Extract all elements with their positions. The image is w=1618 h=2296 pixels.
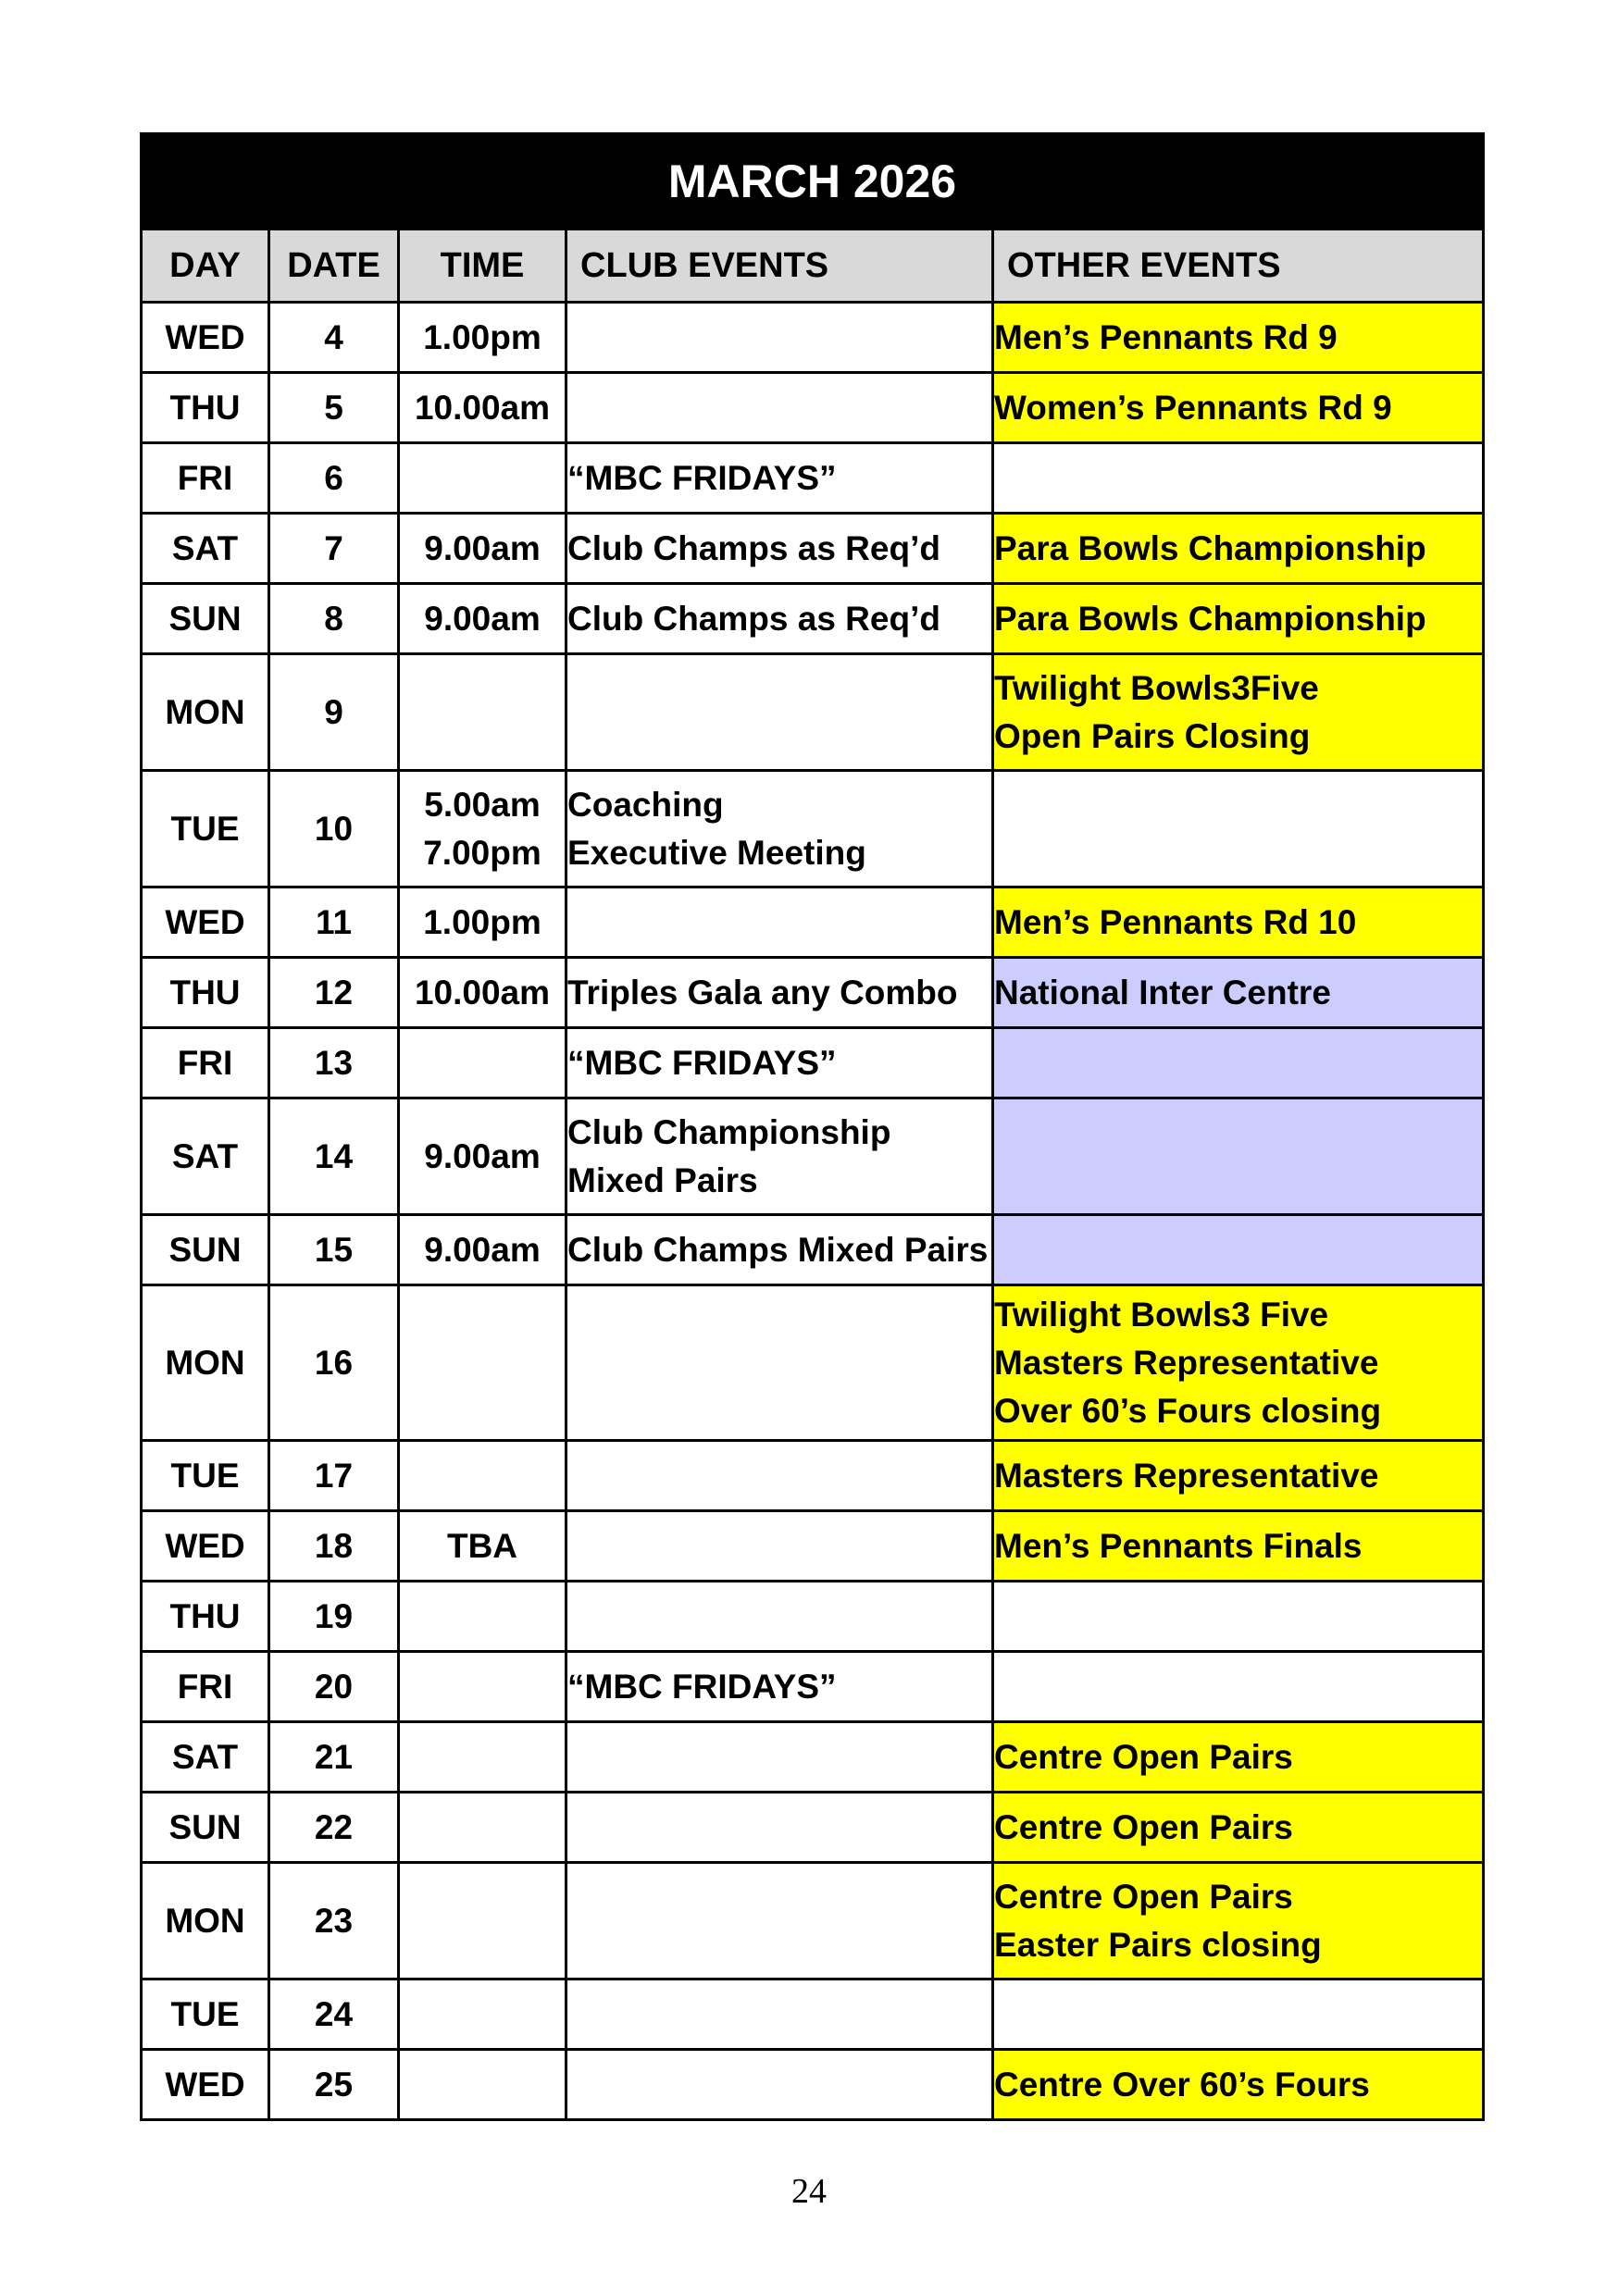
- club-events-cell-line: Club Champs as Req’d: [567, 528, 940, 567]
- time-cell: [399, 887, 566, 958]
- club-events-cell: [566, 373, 993, 443]
- table-row: [142, 514, 1484, 584]
- club-events-cell: [566, 1285, 993, 1441]
- day-cell: THU: [142, 373, 269, 443]
- table-row: [142, 654, 1484, 771]
- date-cell: 22: [269, 1793, 399, 1863]
- time-cell: [399, 1863, 566, 1980]
- table-row: [142, 1215, 1484, 1285]
- club-events-cell: [566, 654, 993, 771]
- club-events-cell: [566, 303, 993, 373]
- club-events-cell: [566, 1793, 993, 1863]
- date-cell: 24: [269, 1980, 399, 2050]
- club-events-cell: [566, 1511, 993, 1582]
- club-events-cell: [566, 1028, 993, 1098]
- time-cell-line: 9.00am: [424, 599, 541, 638]
- club-events-cell-line: “MBC FRIDAYS”: [567, 458, 837, 497]
- time-cell: [399, 1980, 566, 2050]
- day-cell: THU: [142, 958, 269, 1028]
- time-cell-line: 9.00am: [424, 1136, 541, 1175]
- date-cell: 8: [269, 584, 399, 654]
- other-events-cell-line: Twilight Bowls3 Five: [994, 1295, 1329, 1334]
- other-events-cell: [993, 1722, 1484, 1793]
- club-events-cell: [566, 443, 993, 514]
- other-events-cell-line: National Inter Centre: [994, 973, 1331, 1011]
- day-cell: TUE: [142, 771, 269, 887]
- time-cell-line: 1.00pm: [423, 902, 541, 941]
- time-cell: [399, 1652, 566, 1722]
- club-events-cell: [566, 887, 993, 958]
- other-events-cell: [993, 1793, 1484, 1863]
- club-events-cell-line: Triples Gala any Combo: [567, 973, 958, 1011]
- day-cell: FRI: [142, 1652, 269, 1722]
- table-row: [142, 1028, 1484, 1098]
- table-row: [142, 1863, 1484, 1980]
- other-events-cell-line: Open Pairs Closing: [994, 716, 1311, 755]
- page-number: 24: [791, 2172, 827, 2211]
- club-events-cell: [566, 584, 993, 654]
- day-cell: MON: [142, 1285, 269, 1441]
- club-events-cell-line: “MBC FRIDAYS”: [567, 1043, 837, 1082]
- day-cell: TUE: [142, 1980, 269, 2050]
- time-cell: [399, 958, 566, 1028]
- time-cell: [399, 1441, 566, 1511]
- table-row: [142, 443, 1484, 514]
- club-events-cell-line: Mixed Pairs: [567, 1160, 758, 1199]
- date-cell: 18: [269, 1511, 399, 1582]
- time-cell: [399, 584, 566, 654]
- table-row: [142, 1793, 1484, 1863]
- club-events-cell: [566, 1215, 993, 1285]
- other-events-cell: [993, 1863, 1484, 1980]
- table-row: [142, 1722, 1484, 1793]
- time-cell-line: 9.00am: [424, 1230, 541, 1269]
- march-calendar-table: [140, 132, 1485, 2121]
- club-events-cell-line: Club Champs Mixed Pairs: [567, 1230, 989, 1269]
- date-cell: 16: [269, 1285, 399, 1441]
- time-cell-line: 9.00am: [424, 528, 541, 567]
- other-events-cell-line: Easter Pairs closing: [994, 1925, 1322, 1964]
- time-cell: [399, 373, 566, 443]
- time-cell: [399, 1098, 566, 1215]
- other-events-cell-line: Men’s Pennants Finals: [994, 1526, 1363, 1565]
- table-row: [142, 1098, 1484, 1215]
- date-cell: 23: [269, 1863, 399, 1980]
- table-row: [142, 771, 1484, 887]
- day-cell: SAT: [142, 1098, 269, 1215]
- other-events-cell-line: Centre Open Pairs: [994, 1877, 1293, 1916]
- day-cell: MON: [142, 1863, 269, 1980]
- header-time: TIME: [399, 230, 566, 303]
- date-cell: 13: [269, 1028, 399, 1098]
- club-events-cell: [566, 1863, 993, 1980]
- club-events-cell: [566, 1722, 993, 1793]
- other-events-cell: [993, 1652, 1484, 1722]
- club-events-cell-line: Club Champs as Req’d: [567, 599, 940, 638]
- club-events-cell: [566, 958, 993, 1028]
- day-cell: THU: [142, 1582, 269, 1652]
- day-cell: SUN: [142, 1793, 269, 1863]
- header-club-events: CLUB EVENTS: [566, 230, 993, 303]
- other-events-cell-line: Women’s Pennants Rd 9: [994, 388, 1392, 427]
- other-events-cell-line: Men’s Pennants Rd 10: [994, 902, 1357, 941]
- table-row: [142, 373, 1484, 443]
- table-row: [142, 303, 1484, 373]
- time-cell: [399, 771, 566, 887]
- table-row: [142, 1582, 1484, 1652]
- date-cell: 4: [269, 303, 399, 373]
- time-cell-line: 1.00pm: [423, 317, 541, 356]
- time-cell: [399, 1722, 566, 1793]
- day-cell: WED: [142, 2050, 269, 2120]
- other-events-cell: [993, 373, 1484, 443]
- table-row: [142, 1441, 1484, 1511]
- time-cell: [399, 443, 566, 514]
- time-cell-line: 10.00am: [414, 973, 551, 1011]
- time-cell: [399, 2050, 566, 2120]
- other-events-cell: [993, 1028, 1484, 1098]
- time-cell-line: 10.00am: [414, 388, 551, 427]
- calendar-body: [142, 303, 1484, 2120]
- club-events-cell-line: Club Championship: [567, 1112, 891, 1151]
- other-events-cell-line: Over 60’s Fours closing: [994, 1391, 1382, 1430]
- time-cell: [399, 1511, 566, 1582]
- other-events-cell: [993, 1215, 1484, 1285]
- other-events-cell-line: Masters Representative: [994, 1343, 1379, 1382]
- time-cell: [399, 514, 566, 584]
- time-cell-line: 7.00pm: [423, 833, 541, 872]
- date-cell: 25: [269, 2050, 399, 2120]
- other-events-cell-line: Masters Representative: [994, 1456, 1379, 1495]
- other-events-cell: [993, 1980, 1484, 2050]
- day-cell: SAT: [142, 514, 269, 584]
- date-cell: 10: [269, 771, 399, 887]
- other-events-cell: [993, 654, 1484, 771]
- club-events-cell: [566, 514, 993, 584]
- other-events-cell: [993, 1098, 1484, 1215]
- club-events-cell: [566, 1652, 993, 1722]
- other-events-cell: [993, 887, 1484, 958]
- date-cell: 20: [269, 1652, 399, 1722]
- other-events-cell: [993, 303, 1484, 373]
- day-cell: SAT: [142, 1722, 269, 1793]
- day-cell: TUE: [142, 1441, 269, 1511]
- day-cell: WED: [142, 303, 269, 373]
- header-date: DATE: [269, 230, 399, 303]
- table-row: [142, 1285, 1484, 1441]
- other-events-cell: [993, 2050, 1484, 2120]
- other-events-cell: [993, 958, 1484, 1028]
- day-cell: WED: [142, 1511, 269, 1582]
- date-cell: 15: [269, 1215, 399, 1285]
- other-events-cell: [993, 771, 1484, 887]
- other-events-cell: [993, 514, 1484, 584]
- column-header-row: [142, 230, 1484, 303]
- table-row: [142, 958, 1484, 1028]
- date-cell: 21: [269, 1722, 399, 1793]
- date-cell: 14: [269, 1098, 399, 1215]
- date-cell: 5: [269, 373, 399, 443]
- club-events-cell-line: Executive Meeting: [567, 833, 866, 872]
- time-cell: [399, 1215, 566, 1285]
- table-row: [142, 584, 1484, 654]
- date-cell: 9: [269, 654, 399, 771]
- day-cell: FRI: [142, 1028, 269, 1098]
- other-events-cell: [993, 443, 1484, 514]
- date-cell: 19: [269, 1582, 399, 1652]
- header-day: DAY: [142, 230, 269, 303]
- other-events-cell-line: Para Bowls Championship: [994, 599, 1426, 638]
- day-cell: SUN: [142, 584, 269, 654]
- time-cell: [399, 654, 566, 771]
- header-other-events: OTHER EVENTS: [993, 230, 1484, 303]
- table-row: [142, 1652, 1484, 1722]
- table-row: [142, 1980, 1484, 2050]
- other-events-cell: [993, 1582, 1484, 1652]
- day-cell: MON: [142, 654, 269, 771]
- club-events-cell-line: Coaching: [567, 785, 724, 824]
- day-cell: WED: [142, 887, 269, 958]
- date-cell: 6: [269, 443, 399, 514]
- other-events-cell-line: Centre Over 60’s Fours: [994, 2065, 1370, 2104]
- table-row: [142, 1511, 1484, 1582]
- club-events-cell: [566, 1980, 993, 2050]
- club-events-cell: [566, 1582, 993, 1652]
- other-events-cell: [993, 584, 1484, 654]
- club-events-cell: [566, 1098, 993, 1215]
- club-events-cell-line: “MBC FRIDAYS”: [567, 1667, 837, 1706]
- time-cell: [399, 1793, 566, 1863]
- date-cell: 7: [269, 514, 399, 584]
- time-cell: [399, 1285, 566, 1441]
- time-cell: [399, 1028, 566, 1098]
- other-events-cell-line: Men’s Pennants Rd 9: [994, 317, 1338, 356]
- time-cell: [399, 1582, 566, 1652]
- other-events-cell: [993, 1441, 1484, 1511]
- club-events-cell: [566, 771, 993, 887]
- other-events-cell-line: Twilight Bowls3Five: [994, 668, 1319, 707]
- date-cell: 11: [269, 887, 399, 958]
- calendar-title: MARCH 2026: [142, 134, 1484, 230]
- time-cell: [399, 303, 566, 373]
- time-cell-line: TBA: [446, 1526, 518, 1565]
- other-events-cell-line: Centre Open Pairs: [994, 1737, 1293, 1776]
- other-events-cell-line: Centre Open Pairs: [994, 1807, 1293, 1846]
- day-cell: SUN: [142, 1215, 269, 1285]
- time-cell-line: 5.00am: [424, 785, 541, 824]
- day-cell: FRI: [142, 443, 269, 514]
- club-events-cell: [566, 2050, 993, 2120]
- other-events-cell: [993, 1511, 1484, 1582]
- date-cell: 17: [269, 1441, 399, 1511]
- table-row: [142, 887, 1484, 958]
- date-cell: 12: [269, 958, 399, 1028]
- table-row: [142, 2050, 1484, 2120]
- club-events-cell: [566, 1441, 993, 1511]
- other-events-cell: [993, 1285, 1484, 1441]
- other-events-cell-line: Para Bowls Championship: [994, 528, 1426, 567]
